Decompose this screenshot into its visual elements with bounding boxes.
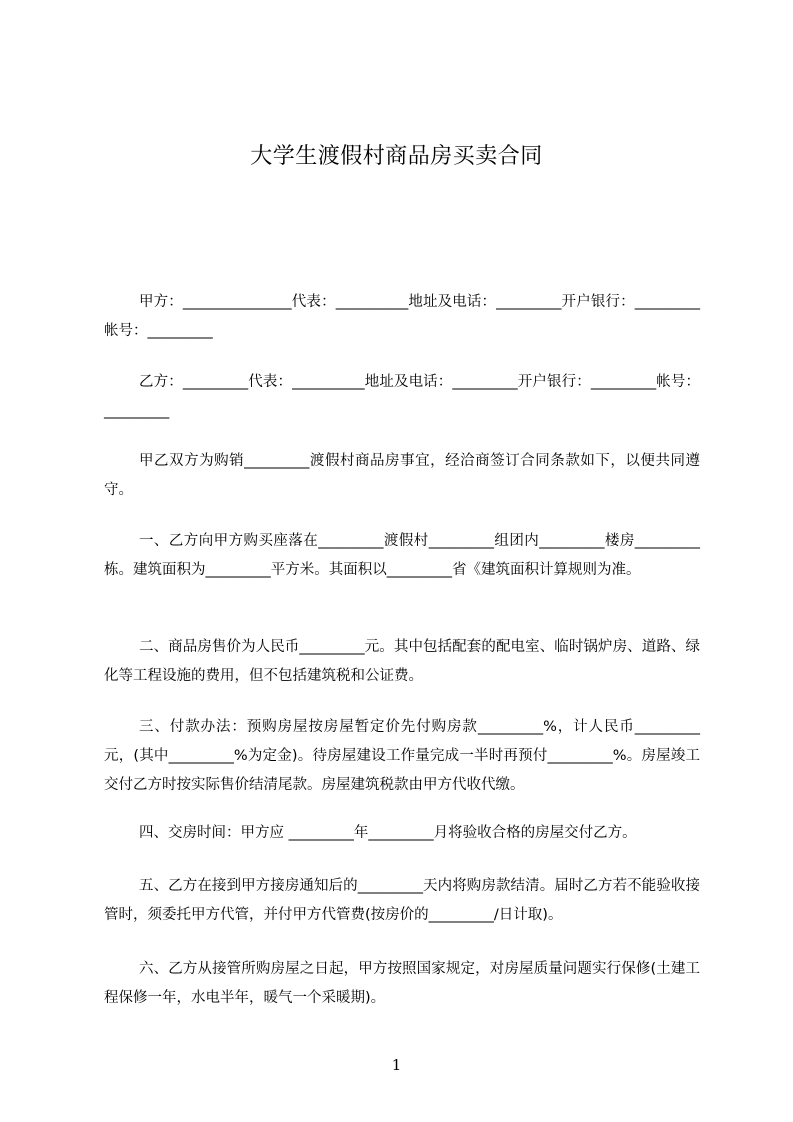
clause-5-paragraph: 五、乙方在接到甲方接房通知后的_________天内将购房款结清。届时乙方若不能验收接管时，须委托甲方代管，并付甲方代管费(按房价的_________/日计取)。: [104, 878, 700, 923]
clause-6-paragraph: 六、乙方从接管所购房屋之日起，甲方按照国家规定，对房屋质量问题实行保修(土建工程保修一年，水电半年，暖气一个采暖期)。: [104, 961, 700, 1006]
preamble-paragraph: 甲乙双方为购销_________渡假村商品房事宜，经洽商签订合同条款如下，以便共同遵守。: [104, 453, 700, 498]
clause-2-paragraph: 二、商品房售价为人民币_________元。其中包括配套的配电室、临时锅炉房、道路、绿化等工程设施的费用，但不包括建筑税和公证费。: [104, 639, 700, 684]
clause-3-paragraph: 三、付款办法：预购房屋按房屋暂定价先付购房款_________%，计人民币_________元，(其中_________%为定金)。待房屋建设工作量完成一半时再预付_________%。房屋竣工交付乙方时按实际售价结清尾款。房屋建筑税款由甲方代收代缴。: [104, 719, 700, 793]
document-title: 大学生渡假村商品房买卖合同: [250, 144, 543, 169]
clause-4-paragraph: 四、交房时间：甲方应 _________年_________月将验收合格的房屋交付乙方。: [139, 825, 637, 841]
clause-1-paragraph: 一、乙方向甲方购买座落在_________渡假村_________组团内_________楼房_________栋。建筑面积为_________平方米。其面积以_________省《建筑面积计算规则为准。: [104, 533, 700, 578]
party-b-paragraph: 乙方：_________代表：__________地址及电话：_________开户银行：_________帐号：_________: [104, 374, 700, 419]
page-number: 1: [391, 1056, 402, 1074]
party-a-paragraph: 甲方：_______________代表：__________地址及电话：_________开户银行：_________帐号：_________: [104, 294, 700, 339]
